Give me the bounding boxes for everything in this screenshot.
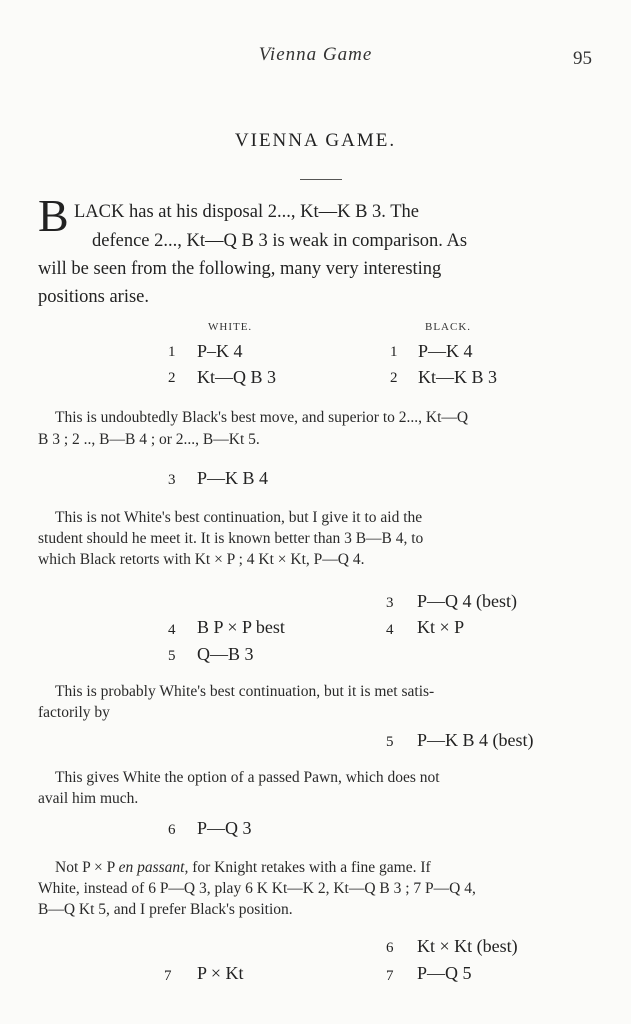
- intro-line-3: will be seen from the following, many very interesting: [38, 259, 442, 279]
- white-move: Q—B 3: [197, 644, 254, 664]
- move-number: 2: [390, 370, 398, 386]
- intro-line-1: LACK has at his disposal 2..., Kt—K B 3. The: [74, 202, 419, 222]
- move-number: 3: [386, 595, 394, 611]
- move-number: 1: [390, 344, 398, 360]
- page-number: 95: [573, 48, 592, 69]
- annotation-line: This is not White's best continuation, but I give it to aid the: [55, 509, 423, 526]
- move-number: 6: [168, 822, 176, 838]
- white-move: P—K B 4: [197, 468, 269, 488]
- white-move: P × Kt: [197, 963, 244, 983]
- move-number: 4: [386, 622, 394, 638]
- annotation-line: This gives White the option of a passed Pawn, which does not: [55, 769, 440, 786]
- move-number: 5: [386, 734, 394, 750]
- intro-line-4: positions arise.: [38, 287, 149, 307]
- white-move: P–K 4: [197, 341, 243, 361]
- white-column-heading: WHITE.: [208, 321, 253, 333]
- move-number: 1: [168, 344, 176, 360]
- annotation-line: White, instead of 6 P—Q 3, play 6 K Kt—K 2, Kt—Q B 3 ; 7 P—Q 4,: [38, 880, 476, 897]
- move-number: 5: [168, 648, 176, 664]
- black-move: P—Q 4 (best): [417, 591, 517, 611]
- move-number: 7: [164, 968, 172, 984]
- move-number: 7: [386, 968, 394, 984]
- black-move: P—K B 4 (best): [417, 730, 534, 750]
- black-column-heading: BLACK.: [425, 321, 472, 333]
- black-move: Kt—K B 3: [418, 367, 498, 387]
- move-number: 6: [386, 940, 394, 956]
- black-move: P—Q 5: [417, 963, 472, 983]
- annotation-text: for Knight retakes with a fine game. If: [188, 859, 431, 876]
- annotation-line: B 3 ; 2 .., B—B 4 ; or 2..., B—Kt 5.: [38, 431, 260, 448]
- annotation-line: which Black retorts with Kt × P ; 4 Kt × Kt, P—Q 4.: [38, 551, 365, 568]
- white-move: B P × P best: [197, 617, 285, 637]
- annotation-line: B—Q Kt 5, and I prefer Black's position.: [38, 901, 293, 918]
- black-move: Kt × P: [417, 617, 465, 637]
- white-move: Kt—Q B 3: [197, 367, 277, 387]
- white-move: P—Q 3: [197, 818, 252, 838]
- title-rule: [300, 179, 342, 180]
- annotation-line: This is undoubtedly Black's best move, and superior to 2..., Kt—Q: [55, 409, 469, 426]
- annotation-line: This is probably White's best continuation, but it is met satis-: [55, 683, 435, 700]
- annotation-italic: en passant,: [118, 859, 189, 876]
- drop-cap: B: [38, 190, 69, 241]
- annotation-line: [55, 859, 431, 877]
- annotation-line: student should he meet it. It is known better than 3 B—B 4, to: [38, 530, 424, 547]
- running-title: Vienna Game: [258, 44, 373, 65]
- move-number: 4: [168, 622, 176, 638]
- move-number: 2: [168, 370, 176, 386]
- black-move: P—K 4: [418, 341, 473, 361]
- chapter-title: VIENNA GAME.: [234, 130, 397, 151]
- annotation-line: factorily by: [38, 704, 110, 721]
- intro-line-2: defence 2..., Kt—Q B 3 is weak in comparison. As: [92, 231, 468, 251]
- annotation-text: Not P × P: [55, 859, 119, 876]
- annotation-line: avail him much.: [38, 790, 139, 807]
- black-move: Kt × Kt (best): [417, 936, 518, 956]
- move-number: 3: [168, 472, 176, 488]
